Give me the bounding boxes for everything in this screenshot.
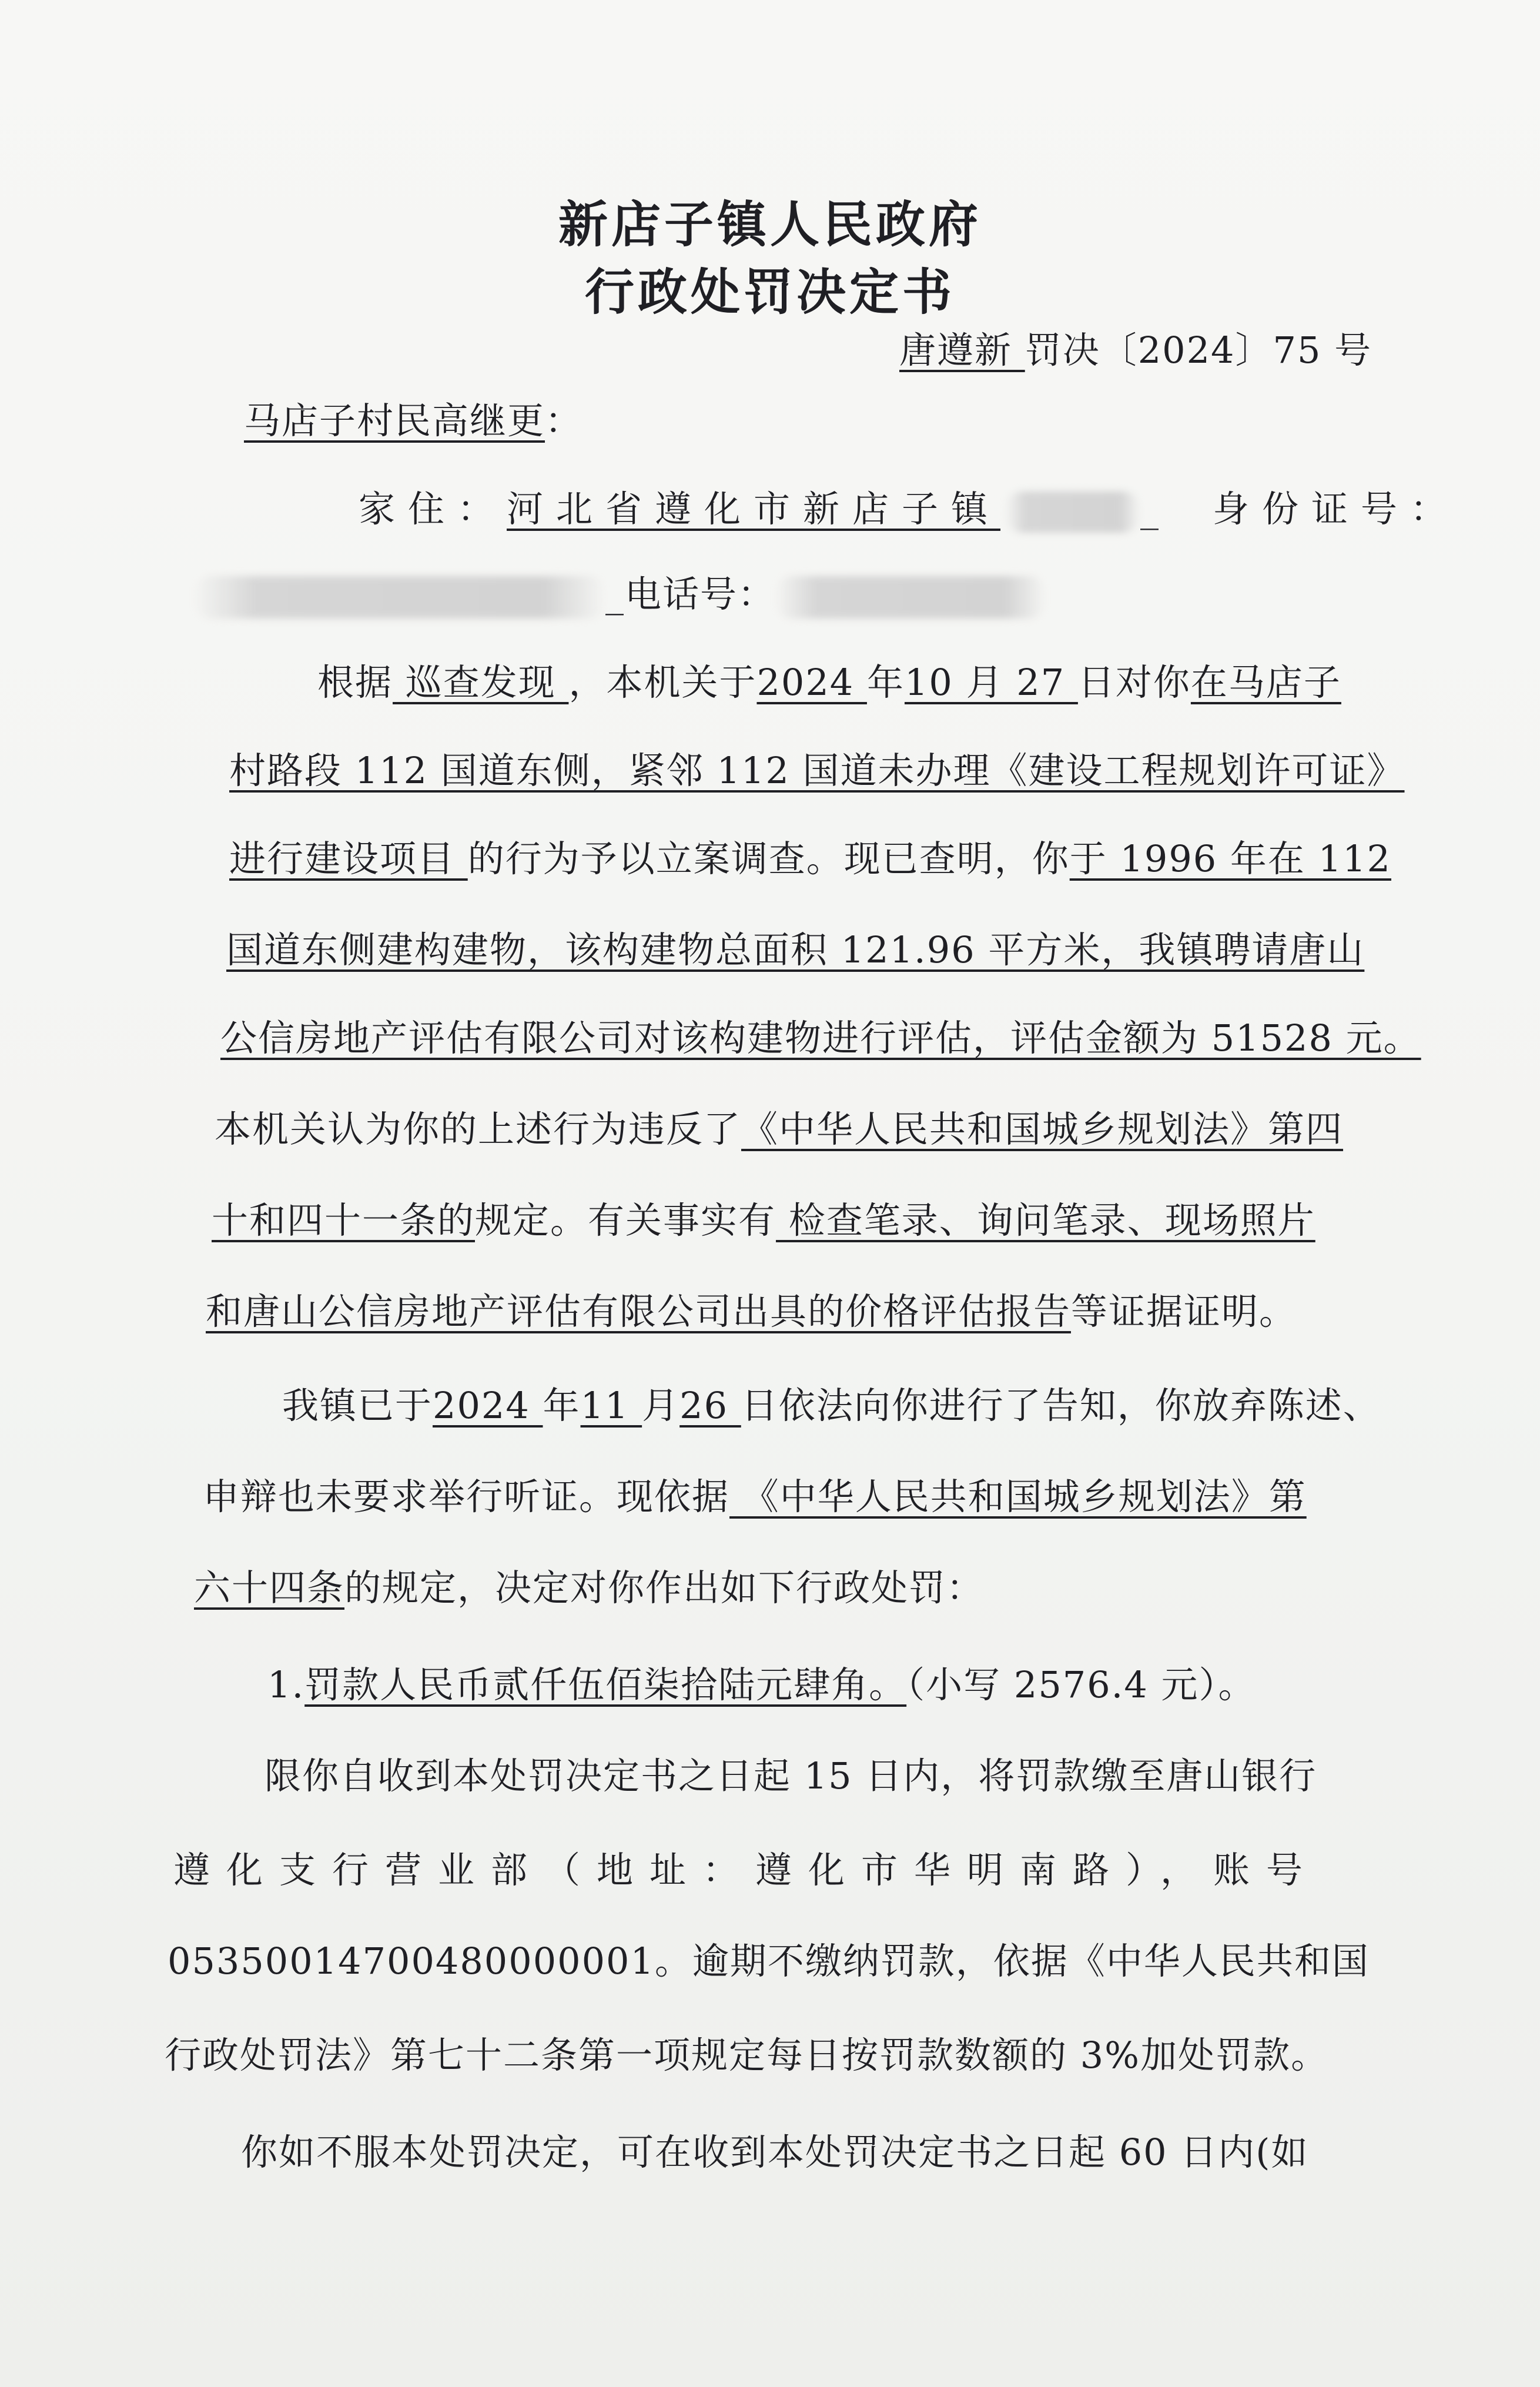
redaction-blur — [194, 576, 605, 619]
body-line-1: 根据 巡查发现 ，本机关于2024 年10 月 27 日对你在马店子 — [317, 661, 1341, 704]
body-line-11: 六十四条的规定，决定对你作出如下行政处罚： — [194, 1566, 985, 1609]
body-line-15: 05350014700480000001。逾期不缴纳罚款，依据《中华人民共和国 — [168, 1940, 1370, 1983]
body-line-13: 限你自收到本处罚决定书之日起 15 日内，将罚款缴至唐山银行 — [265, 1754, 1317, 1797]
body-line-14: 遵化支行营业部（地址：遵化市华明南路），账号 — [173, 1848, 1320, 1891]
residence-line: 家住：河北省遵化市新店子镇 _ 身份证号： — [359, 491, 1459, 533]
penalty-item-1: 1.罚款人民币贰仟伍佰柒拾陆元肆角。（小写 2576.4 元）。 — [267, 1663, 1256, 1706]
body-line-7: 十和四十一条的规定。有关事实有 检查笔录、询问笔录、现场照片 — [212, 1199, 1315, 1242]
redaction-blur — [775, 576, 1046, 619]
issuer-title: 新店子镇人民政府 — [558, 195, 982, 253]
body-line-6: 本机关认为你的上述行为违反了《中华人民共和国城乡规划法》第四 — [215, 1108, 1344, 1151]
phone-line: _电话号： — [194, 576, 1046, 619]
body-line-5: 公信房地产评估有限公司对该构建物进行评估，评估金额为 51528 元。 — [220, 1017, 1421, 1059]
body-line-2: 村路段 112 国道东侧，紧邻 112 国道未办理《建设工程规划许可证》 — [229, 749, 1405, 792]
body-line-9: 我镇已于2024 年11 月26 日依法向你进行了告知，你放弃陈述、 — [282, 1384, 1381, 1427]
document-title: 行政处罚决定书 — [584, 263, 955, 321]
body-line-3: 进行建设项目 的行为予以立案调查。现已查明，你于 1996 年在 112 — [229, 837, 1391, 880]
body-line-8: 和唐山公信房地产评估有限公司出具的价格评估报告等证据证明。 — [206, 1290, 1297, 1333]
body-line-4: 国道东侧建构建物，该构建物总面积 121.96 平方米，我镇聘请唐山 — [226, 928, 1365, 971]
body-line-16: 行政处罚法》第七十二条第一项规定每日按罚款数额的 3%加处罚款。 — [165, 2034, 1329, 2077]
body-line-17: 你如不服本处罚决定，可在收到本处罚决定书之日起 60 日内(如 — [241, 2131, 1309, 2174]
body-line-10: 申辩也未要求举行听证。现依据 《中华人民共和国城乡规划法》第 — [203, 1475, 1307, 1518]
addressee: 马店子村民高继更： — [244, 399, 583, 442]
redaction-blur — [1005, 492, 1140, 533]
document-number: 唐遵新 罚决〔2024〕75 号 — [899, 329, 1372, 372]
